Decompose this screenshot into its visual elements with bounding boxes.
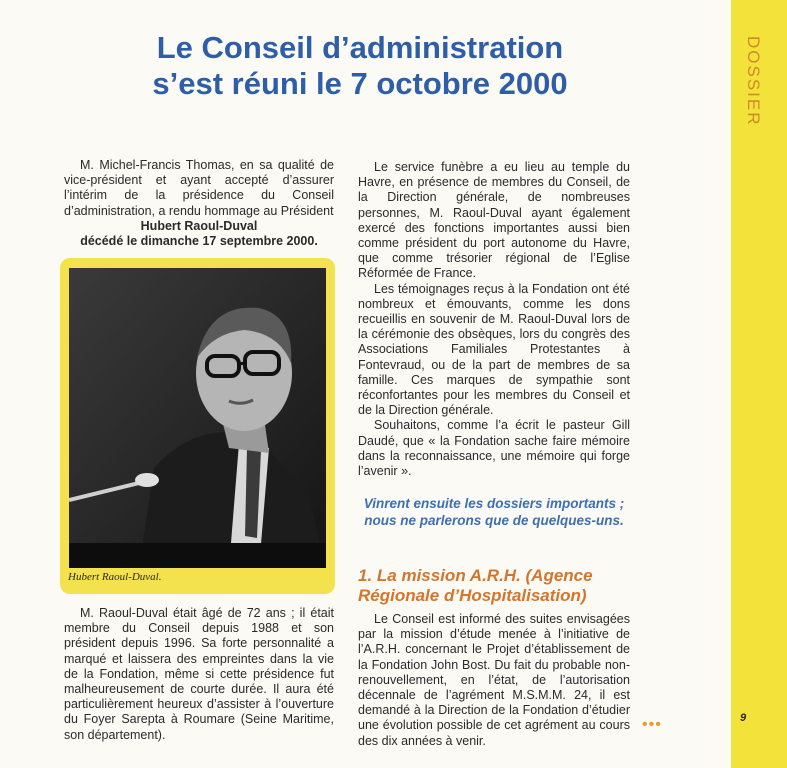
intro-paragraph: [64, 158, 334, 249]
section-heading-line-1: 1. La mission A.R.H. (Agence: [358, 566, 593, 585]
section-tab-label: DOSSIER: [744, 36, 763, 127]
photo-frame: [60, 258, 335, 594]
right-column-bottom: [358, 612, 630, 749]
section-heading: [358, 566, 630, 606]
photo-caption: Hubert Raoul-Duval.: [68, 571, 162, 583]
left-column-bottom: [64, 606, 334, 743]
title-line-2: s’est réuni le 7 octobre 2000: [152, 66, 568, 101]
funeral-paragraph: Le service funèbre a eu lieu au temple du Havre, en présence de membres du Conseil, de la Direction générale, de nombreuses personnes, M. Raoul-Duval ayant également exercé des fonctions importantes aussi bien comme président du port autonome du Havre, que comme trésorier régional de l’Eglise Réformée de France.: [358, 160, 630, 281]
portrait-photo: [69, 268, 326, 568]
arh-mission-paragraph: Le Conseil est informé des suites envisagées par la mission d’étude menée à l’initiative de l’A.R.H. concernant le Projet d’établissement de la Fondation John Bost. Du fait du probable non-renouvellement, en l’état, de l’autorisation décennale de l’agrément M.S.M.M. 24, il est demandé à la Direction de la Fondation d’étudier une évolution possible de cet agrément au cours des dix années à venir.: [358, 612, 630, 748]
highlight-line-2: nous ne parlerons que de quelques-uns.: [364, 513, 624, 528]
page-number: 9: [740, 712, 747, 724]
tributes-paragraph: Les témoignages reçus à la Fondation ont été nombreux et émouvants, comme les dons recueillis en souvenir de M. Raoul-Duval lors de la cérémonie des obsèques, lors du congrès des Associations Familiales Protestantes à Fontevraud, ou de la part de membres de sa famille. Ces marques de sympathie sont réconfortantes pour les membres du Conseil et de la Direction générale.: [358, 281, 630, 418]
portrait-illustration: [69, 268, 326, 568]
intro-text: M. Michel-Francis Thomas, en sa qualité de vice-président et ayant accepté d’assurer l’intérim de la présidence du Conseil d’administration, a rendu hommage au Président: [64, 158, 334, 218]
honoree-name: Hubert Raoul-Duval: [140, 218, 258, 233]
biography-paragraph: M. Raoul-Duval était âgé de 72 ans ; il était membre du Conseil depuis 1988 et son président depuis 1996. Sa forte personnalité a marqué et laissera des empreintes dans la vie de la Fondation, même si cette présidence fut malheureusement de courte durée. Il aura été particulièrement heureux d’assister à l’ouverture du Foyer Sarepta à Roumare (Seine Maritime, son département).: [64, 606, 334, 742]
title-line-1: Le Conseil d’administration: [156, 30, 564, 65]
highlight-line-1: Vinrent ensuite les dossiers importants ;: [363, 496, 625, 511]
decorative-dots: •••: [642, 716, 662, 733]
highlight-statement: [358, 495, 630, 529]
honoree-death-date: décédé le dimanche 17 septembre 2000.: [80, 234, 318, 249]
quote-paragraph: Souhaitons, comme l’a écrit le pasteur Gill Daudé, que « la Fondation sache faire mémoire dans la reconnaissance, une mémoire qui forge l’avenir ».: [358, 418, 630, 479]
right-column-top: [358, 160, 630, 479]
section-heading-line-2: Régionale d’Hospitalisation): [358, 586, 587, 605]
page-title: [100, 30, 620, 102]
